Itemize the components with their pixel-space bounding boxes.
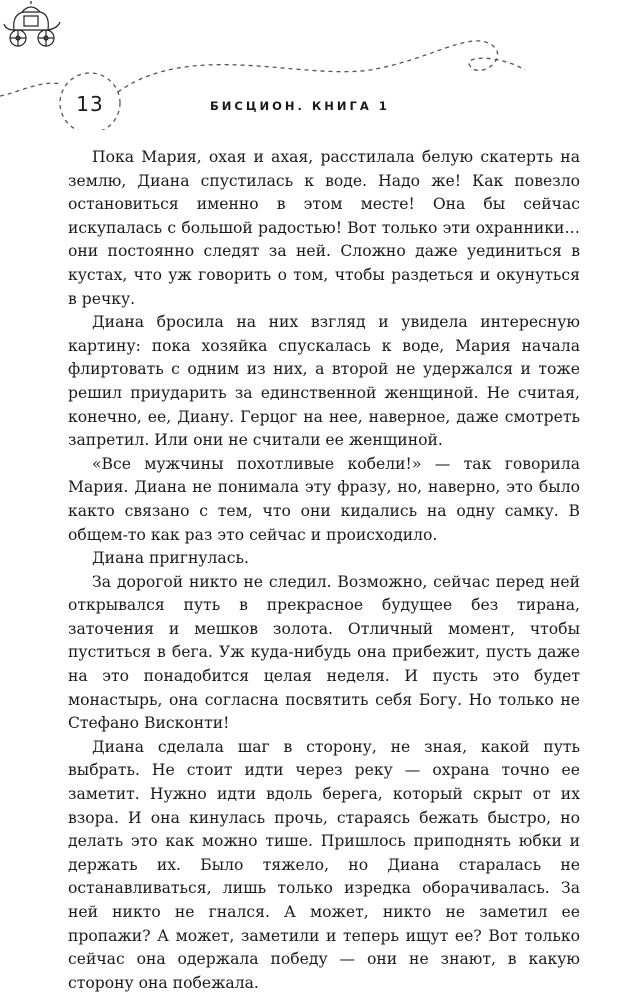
carriage-icon xyxy=(0,0,62,50)
paragraph: «Все мужчины похотливые кобели!» — так говорила Мария. Диана не понимала эту фразу, но, наверно, это было както связано с тем, что они кидались на одну самку. В общем-то как раз это сейчас и происходило. xyxy=(68,454,580,544)
paragraph: Пока Мария, охая и ахая, расстилала белую скатерть на землю, Диана спустилась к воде. Надо же! Как повезло остановиться именно в этом месте! Она бы сейчас искупалась с большой радостью! Вот только эти охранники… они постоянно следят за ней. Сложно даже уединиться в кустах, что уж говорить о том, чтобы раздеться и окунуться в речку. xyxy=(68,148,580,308)
paragraph: Диана пригнулась. xyxy=(92,549,249,568)
body-text xyxy=(68,146,580,995)
paragraph: Диана бросила на них взгляд и увидела интересную картину: пока хозяйка спускалась к воде, Мария начала флиртовать с одним из них, а второй не удержался и тоже решил приударить за единственной женщиной. Не считая, конечно, ее, Диану. Герцог на нее, наверное, даже смотреть запретил. Или они не считали ее женщиной. xyxy=(68,313,580,450)
page-number: 13 xyxy=(76,92,104,116)
running-title: БИСЦИОН. КНИГА 1 xyxy=(210,99,390,113)
paragraph: Диана сделала шаг в сторону, не зная, какой путь выбрать. Не стоит идти через реку — охрана точно ее заметит. Нужно идти вдоль берега, который скрыт от их взора. И она кинулась прочь, стараясь бежать быстро, но делать это как можно тише. Пришлось приподнять юбки и держать их. Было тяжело, но Диана старалась не останавливаться, лишь только изредка оборачивалась. За ней никто не гнался. А может, никто не заметил ее пропажи? А может, заметили и теперь ищут ее? Вот только сейчас она одержала победу — они не знают, в какую сторону она побежала. xyxy=(68,737,580,992)
page-header xyxy=(0,0,644,130)
paragraph: За дорогой никто не следил. Возможно, сейчас перед ней открывался путь в прекрасное будущее без тирана, заточения и мешков золота. Отличный момент, чтобы пуститься в бега. Уж куда-нибудь она прибежит, пусть даже на это понадобится целая неделя. И пусть это будет монастырь, она согласна посвятить себя Богу. Но только не Стефано Висконти! xyxy=(68,572,580,733)
